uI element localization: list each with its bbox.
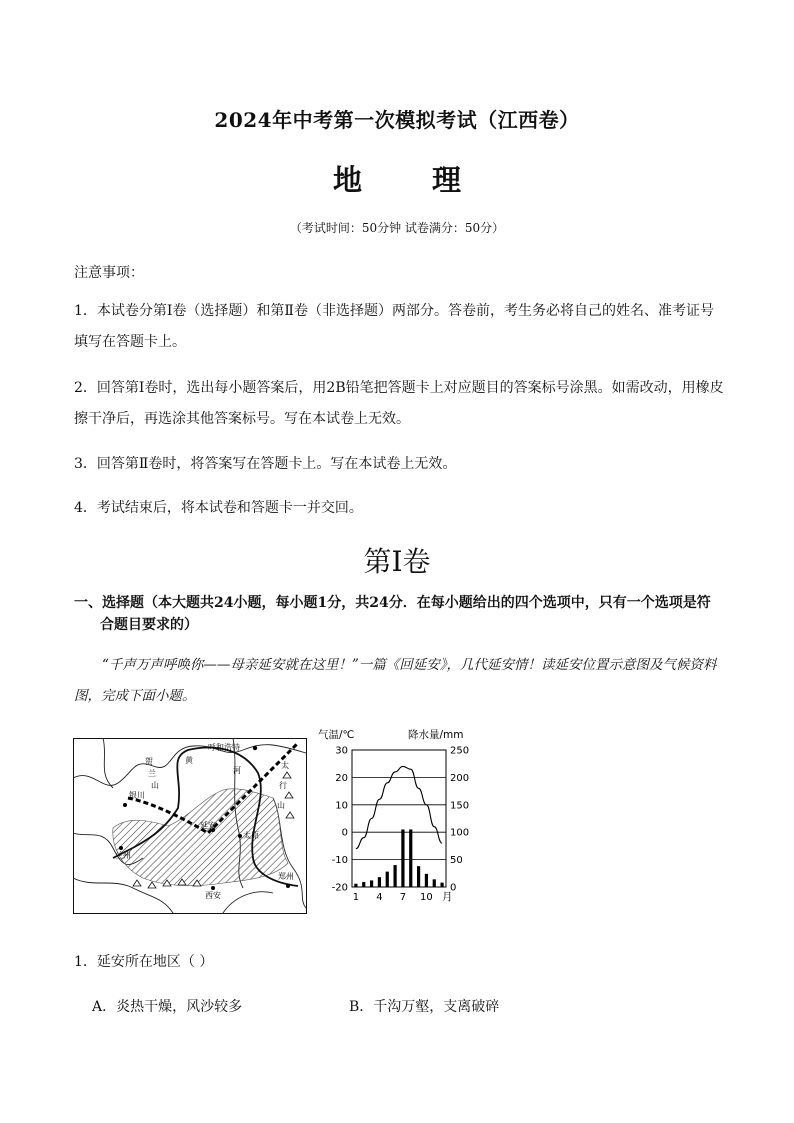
y-tick-left: -10 [331,855,348,867]
precip-bars [354,829,443,887]
map-label: 黄 [185,756,193,765]
map-label: 山 [151,781,159,790]
y-axis-left-label: 气温/℃ [318,729,355,741]
map-label: 行 [279,781,287,790]
precip-bar [362,882,365,887]
map-label: 呼和浩特 [208,743,240,752]
notice-heading: 注意事项： [74,265,144,281]
y-tick-right: 250 [450,745,470,757]
x-tick: 1 [352,892,360,903]
precip-bar [370,880,373,887]
precip-bar [440,883,443,887]
city-dot [286,884,290,888]
section-heading-line: 合题目要求的） [100,617,198,633]
question-stem: 1．延安所在地区（ ） [74,954,214,970]
section-heading [74,592,724,636]
y-tick-right: 0 [450,882,457,894]
temperature-line [356,766,442,848]
question-intro: “千声万声呼唤你——母亲延安就在这里！”一篇《回延安》，几代延安情！读延安位置示意图及气候资料图，完成下面小题。 [74,657,717,704]
precip-bar [409,829,412,887]
map-label: 延安 [200,821,216,830]
map-label: 兰 [148,769,156,778]
x-tick: 4 [376,892,383,903]
y-tick-left: 20 [335,772,348,784]
precip-bar [354,884,357,887]
notice-item: 3．回答第Ⅱ卷时，将答案写在答题卡上。写在本试卷上无效。 [74,456,457,472]
map-label: 郑州 [278,872,294,881]
city-dot [238,834,242,838]
climate-chart [316,725,476,905]
y-tick-right: 100 [450,827,470,839]
precip-bar [417,866,420,887]
map-label: 贺 [145,757,153,766]
y-tick-left: 10 [335,800,348,812]
y-tick-right: 150 [450,800,470,812]
map-label: 山 [277,801,285,810]
map-label: 河 [233,766,241,775]
precip-bar [401,829,404,887]
notice-item: 4．考试结束后，将本试卷和答题卡一并交回。 [74,500,363,516]
city-dot [211,886,215,890]
subject-title: 地 理 [332,163,492,197]
precip-bar [433,879,436,887]
precip-bar [386,872,389,887]
map-label: 太原 [243,831,259,840]
map-label: 兰州 [115,851,131,860]
city-dot [119,846,123,850]
option-b[interactable]: B．千沟万壑，支离破碎 [349,999,500,1015]
y-tick-left: 30 [335,745,348,757]
section-heading-line: 一、选择题（本大题共24小题，每小题1分，共24分．在每小题给出的四个选项中，只有一个选项是符 [74,595,711,611]
notice-item: 1．本试卷分第Ⅰ卷（选择题）和第Ⅱ卷（非选择题）两部分。答卷前，考生务必将自己的姓名、准考证号填写在答题卡上。 [74,303,714,350]
notice-item: 2．回答第Ⅰ卷时，选出每小题答案后，用2B铅笔把答题卡上对应题目的答案标号涂黑。如需改动，用橡皮擦干净后，再选涂其他答案标号。写在本试卷上无效。 [74,380,724,427]
exam-time-info: （考试时间：50分钟 试卷满分：50分） [289,221,505,235]
y-tick-right: 200 [450,772,470,784]
chart-grid [352,750,446,887]
precip-bar [393,865,396,887]
y-tick-left: -20 [331,882,348,894]
yanan-location-map [73,738,307,914]
map-label: 西安 [205,891,221,900]
map-label: 太 [281,761,289,770]
volume-title: 第Ⅰ卷 [363,545,431,578]
plot-frame [352,750,446,887]
y-axis-right-label: 降水量/mm [408,729,464,741]
exam-title: 2024年中考第一次模拟考试（江西卷） [214,108,580,132]
x-axis-label: 月 [442,891,453,903]
city-dot [123,803,127,807]
precip-bar [378,877,381,887]
x-tick: 10 [420,892,433,903]
x-tick: 7 [399,892,407,903]
precip-bar [425,874,428,887]
y-tick-left: 0 [341,827,348,839]
option-a[interactable]: A．炎热干燥，风沙较多 [92,999,243,1015]
y-tick-right: 50 [450,855,463,867]
city-dot [253,746,257,750]
map-label: 银川 [129,791,145,800]
